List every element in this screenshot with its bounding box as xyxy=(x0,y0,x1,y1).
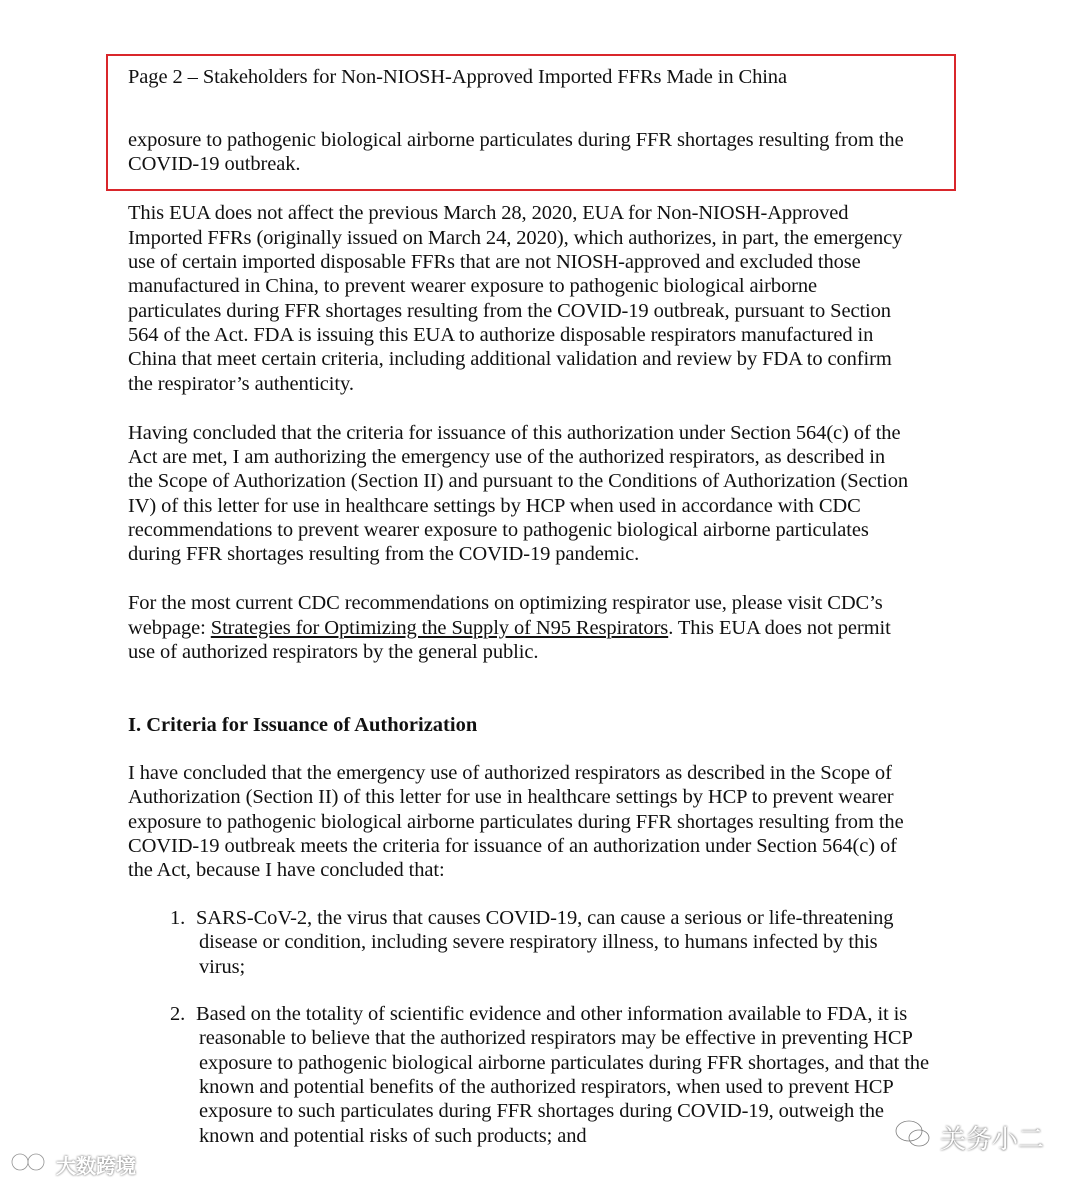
list-number: 1. xyxy=(170,907,186,929)
list-line: known and potential benefits of the authorized respirators, when used to prevent HCP xyxy=(199,1076,894,1098)
paragraph-line: Act are met, I am authorizing the emergency use of the authorized respirators, as described in xyxy=(128,446,885,468)
paragraph-line: This EUA does not affect the previous March 28, 2020, EUA for Non-NIOSH-Approved xyxy=(128,202,849,224)
watermark-logo-icon xyxy=(10,1150,50,1179)
paragraph-line: the Scope of Authorization (Section II) and pursuant to the Conditions of Authorization (Section xyxy=(128,470,909,492)
watermark-left xyxy=(10,1150,136,1179)
paragraph-line: Authorization (Section II) of this letter for use in healthcare settings by HCP to prevent wearer xyxy=(128,786,894,808)
list-line: reasonable to believe that the authorized respirators may be effective in preventing HCP xyxy=(199,1027,913,1049)
list-line: disease or condition, including severe respiratory illness, to humans infected by this xyxy=(199,931,878,953)
paragraph-line: I have concluded that the emergency use of authorized respirators as described in the Scope of xyxy=(128,762,892,784)
paragraph-line: Having concluded that the criteria for issuance of this authorization under Section 564(c) of the xyxy=(128,422,901,444)
list-line: known and potential risks of such products; and xyxy=(199,1125,587,1147)
paragraph-line: use of certain imported disposable FFRs that are not NIOSH-approved and excluded those xyxy=(128,251,861,273)
list-line: virus; xyxy=(199,956,246,978)
paragraph-line-with-link xyxy=(128,616,891,641)
paragraph-line: particulates during FFR shortages resulting from the COVID-19 outbreak, pursuant to Section xyxy=(128,300,891,322)
list-line: exposure to such particulates during FFR shortages during COVID-19, outweigh the xyxy=(199,1100,884,1122)
paragraph-line: For the most current CDC recommendations on optimizing respirator use, please visit CDC’s xyxy=(128,592,883,614)
intro-line-1: exposure to pathogenic biological airborne particulates during FFR shortages resulting from the xyxy=(128,129,904,151)
paragraph-line: exposure to pathogenic biological airborne particulates during FFR shortages resulting from the xyxy=(128,811,904,833)
paragraph-line: COVID-19 outbreak meets the criteria for issuance of an authorization under Section 564(c) of xyxy=(128,835,897,857)
list-line: SARS-CoV-2, the virus that causes COVID-19, can cause a serious or life-threatening xyxy=(196,907,894,929)
list-line: Based on the totality of scientific evidence and other information available to FDA, it is xyxy=(196,1003,908,1025)
list-number: 2. xyxy=(170,1003,186,1025)
watermark-right xyxy=(894,1118,1044,1157)
intro-line-2: COVID-19 outbreak. xyxy=(128,153,301,175)
paragraph-line: during FFR shortages resulting from the COVID-19 pandemic. xyxy=(128,543,640,565)
section-heading: I. Criteria for Issuance of Authorization xyxy=(128,714,478,736)
paragraph-line: IV) of this letter for use in healthcare settings by HCP when used in accordance with CDC xyxy=(128,495,861,517)
page-header: Page 2 – Stakeholders for Non-NIOSH-Approved Imported FFRs Made in China xyxy=(128,66,787,88)
link-suffix: . This EUA does not permit xyxy=(668,617,891,639)
link-prefix: webpage: xyxy=(128,617,211,639)
paragraph-line: recommendations to prevent wearer exposure to pathogenic biological airborne particulates xyxy=(128,519,869,541)
cdc-strategies-link[interactable]: Strategies for Optimizing the Supply of N95 Respirators xyxy=(210,617,669,639)
wechat-icon xyxy=(894,1118,932,1157)
paragraph-line: manufactured in China, to prevent wearer exposure to pathogenic biological airborne xyxy=(128,275,818,297)
list-line: exposure to pathogenic biological airborne particulates during FFR shortages, and that the xyxy=(199,1052,929,1074)
paragraph-line: use of authorized respirators by the general public. xyxy=(128,641,539,663)
paragraph-line: the respirator’s authenticity. xyxy=(128,373,354,395)
paragraph-line: the Act, because I have concluded that: xyxy=(128,859,445,881)
paragraph-line: 564 of the Act. FDA is issuing this EUA to authorize disposable respirators manufactured in xyxy=(128,324,874,346)
paragraph-line: Imported FFRs (originally issued on March 24, 2020), which authorizes, in part, the emergency xyxy=(128,227,903,249)
watermark-left-text: 大数跨境 xyxy=(56,1154,136,1178)
watermark-right-text: 关务小二 xyxy=(939,1125,1044,1155)
paragraph-line: China that meet certain criteria, including additional validation and review by FDA to confirm xyxy=(128,348,892,370)
